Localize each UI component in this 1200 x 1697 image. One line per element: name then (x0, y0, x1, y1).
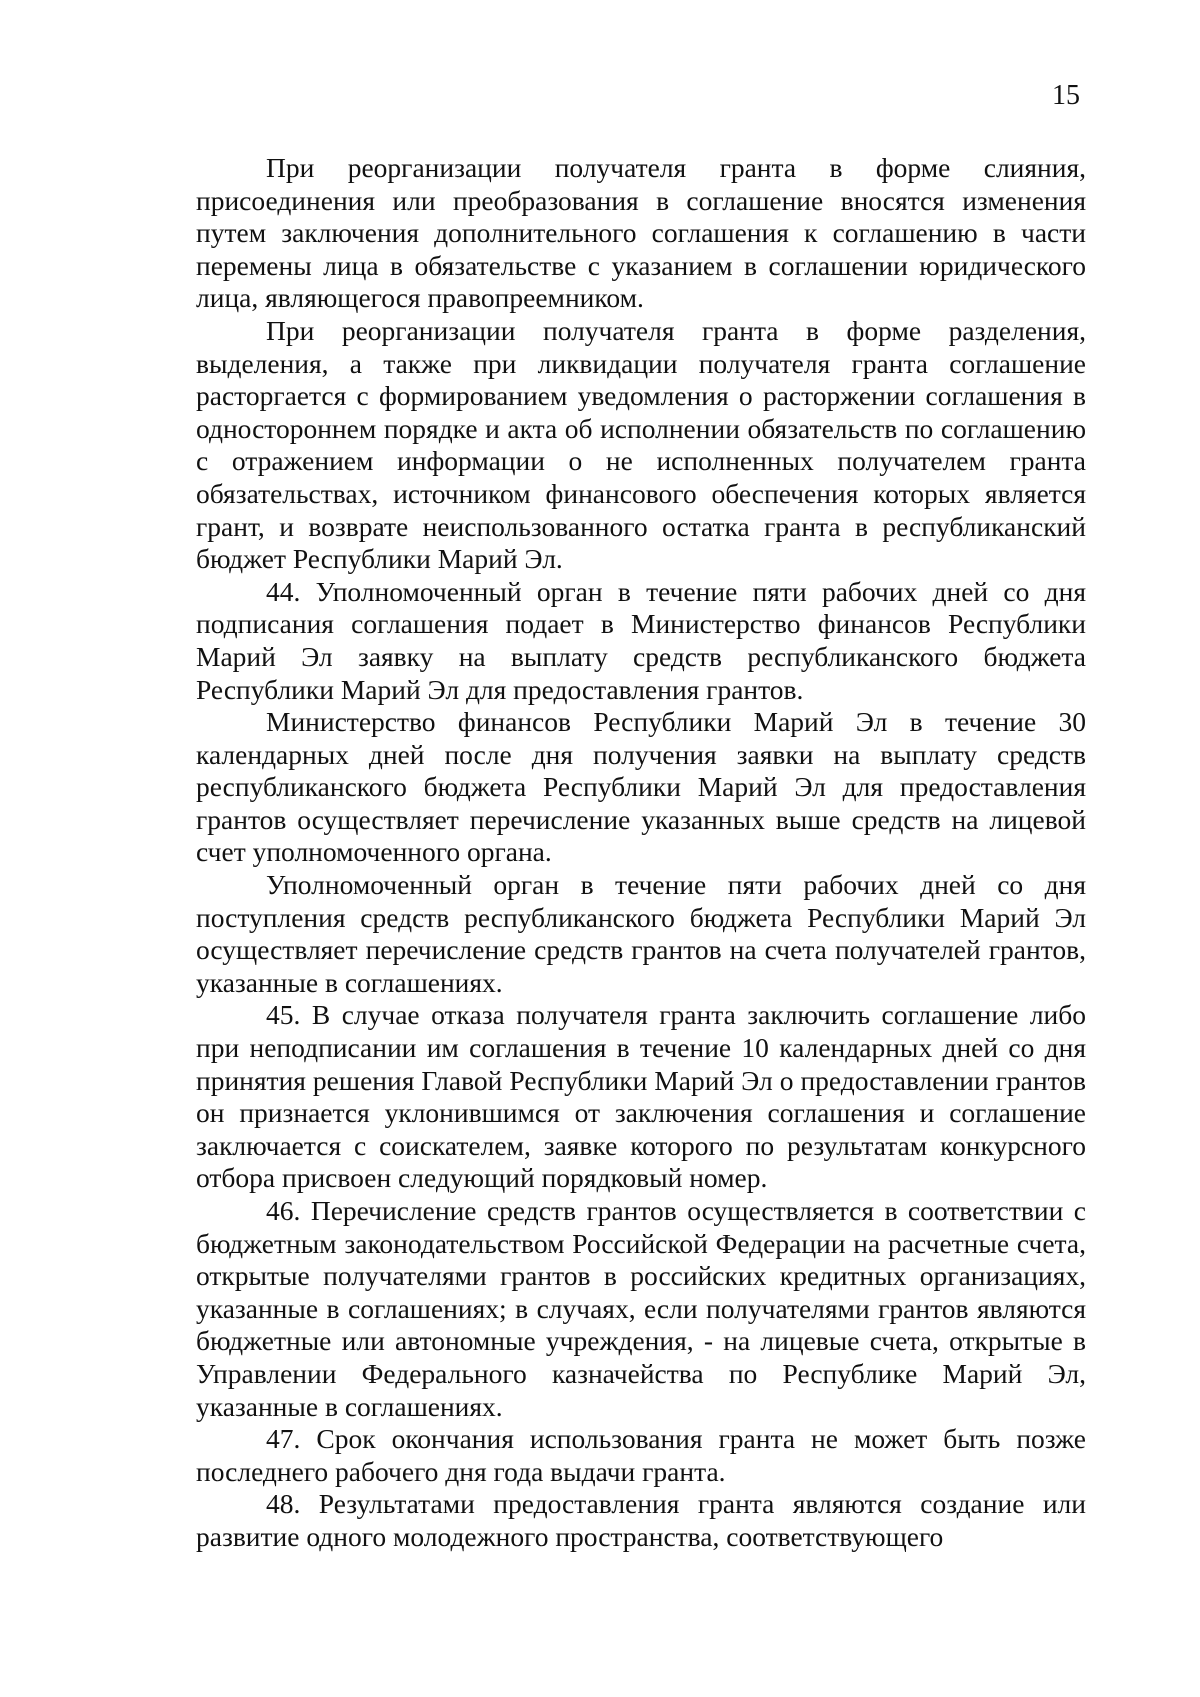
paragraph-item-45: 45. В случае отказа получателя гранта заключить соглашение либо при неподписании им соглашения в течение 10 календарных дней со дня принятия решения Главой Республики Марий Эл о предоставлении грантов он признается уклонившимся от заключения соглашения и соглашение заключается с соискателем, заявке которого по результатам конкурсного отбора присвоен следующий порядковый номер. (196, 999, 1086, 1194)
paragraph-item-48: 48. Результатами предоставления гранта являются создание или развитие одного молодежного пространства, соответствующего (196, 1488, 1086, 1552)
paragraph-item-44: 44. Уполномоченный орган в течение пяти рабочих дней со дня подписания соглашения подает в Министерство финансов Республики Марий Эл заявку на выплату средств республиканского бюджета Республики Марий Эл для предоставления грантов. (196, 575, 1086, 705)
paragraph-item-46: 46. Перечисление средств грантов осуществляется в соответствии с бюджетным законодательством Российской Федерации на расчетные счета, открытые получателями грантов в российских кредитных организациях, указанные в соглашениях; в случаях, если получателями грантов являются бюджетные или автономные учреждения, - на лицевые счета, открытые в Управлении Федерального казначейства по Республике Марий Эл, указанные в соглашениях. (196, 1195, 1086, 1422)
paragraph-reorganization-division: При реорганизации получателя гранта в форме разделения, выделения, а также при ликвидации получателя гранта соглашение расторгается с формированием уведомления о расторжении соглашения в одностороннем порядке и акта об исполнении обязательств по соглашению с отражением информации о не исполненных получателем гранта обязательствах, источником финансового обеспечения которых является грант, и возврате неиспользованного остатка гранта в республиканский бюджет Республики Марий Эл. (196, 314, 1086, 575)
paragraph-item-47: 47. Срок окончания использования гранта не может быть позже последнего рабочего дня года выдачи гранта. (196, 1423, 1086, 1487)
paragraph-reorganization-merger: При реорганизации получателя гранта в форме слияния, присоединения или преобразования в соглашение вносятся изменения путем заключения дополнительного соглашения к соглашению в части перемены лица в обязательстве с указанием в соглашении юридического лица, являющегося правопреемником. (196, 152, 1086, 314)
page-number: 15 (1052, 80, 1080, 111)
document-body (196, 152, 1086, 1554)
paragraph-authorized-body-transfer: Уполномоченный орган в течение пяти рабочих дней со дня поступления средств республиканского бюджета Республики Марий Эл осуществляет перечисление средств грантов на счета получателей грантов, указанные в соглашениях. (196, 869, 1086, 998)
paragraph-ministry-transfer: Министерство финансов Республики Марий Эл в течение 30 календарных дней после дня получения заявки на выплату средств республиканского бюджета Республики Марий Эл для предоставления грантов осуществляет перечисление указанных выше средств на лицевой счет уполномоченного органа. (196, 706, 1086, 868)
